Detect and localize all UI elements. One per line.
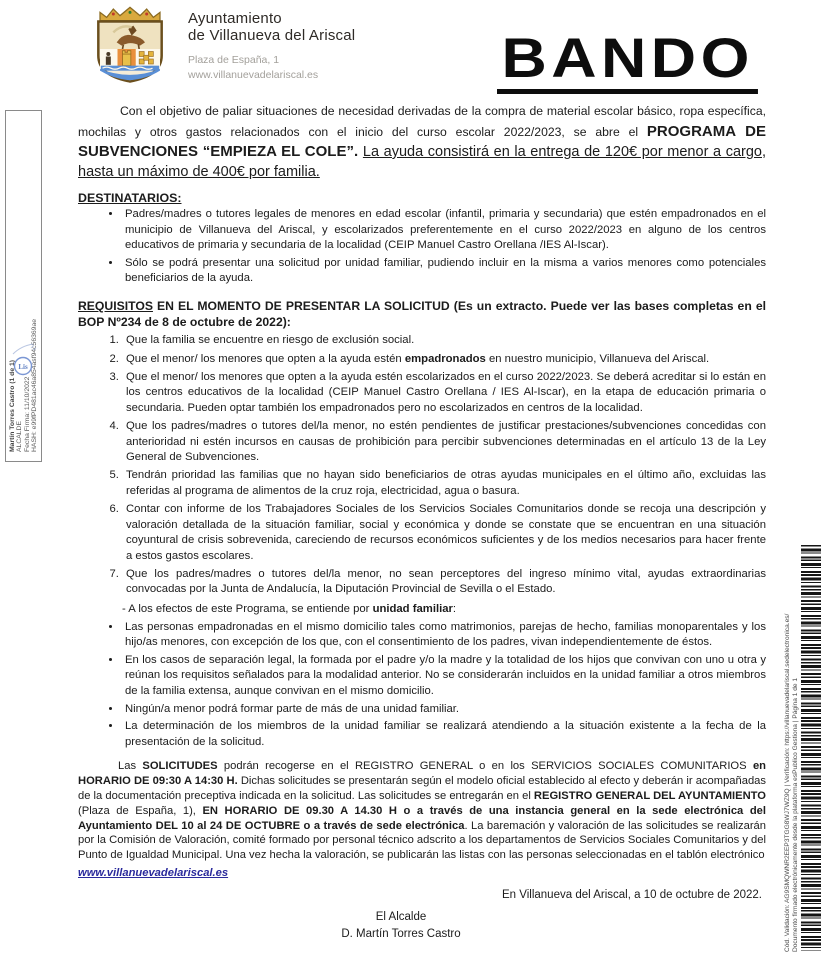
document-title: BANDO — [497, 30, 758, 94]
list-item: 5. Tendrán prioridad las familias que no hayan sido beneficiarios de otras ayudas municipales en el último año, excluidas las referidas al programa de alimentos de la cruz roja, electricidad, agua o basura. — [122, 468, 766, 499]
solicitudes-paragraph: Las SOLICITUDES podrán recogerse en el REGISTRO GENERAL o en los SERVICIOS SOCIALES COMUNITARIOS en HORARIO DE 09:30 A 14:30 H. Dichas solicitudes se presentarán según el modelo oficial establecido al efecto y deberán ir acompañadas de la documentación preceptiva indicada en la solicitud. Las solicitudes se entregarán en el REGISTRO GENERAL DEL AYUNTAMIENTO (Plaza de España, 1), EN HORARIO DE 09.30 A 14.30 H o a través de una instancia general en la sede electrónica del Ayuntamiento DEL 10 al 24 DE OCTUBRE o a través de sede electrónica. La baremación y valoración de las solicitudes se realizarán por la Comisión de Valoración, comité formado por personal técnico adscrito a los departamentos de Servicios Sociales Comunitarios y del Punto de Igualdad Municipal. Una vez hecha la valoración, se publicarán las listas con las personas seleccionadas en el tablón electrónico — [78, 760, 766, 862]
signature-margin-text — [9, 112, 39, 452]
svg-text:Lis: Lis — [18, 363, 28, 371]
list-item: 6. Contar con informe de los Trabajadores Sociales de los Servicios Sociales Comunitarios donde se recoja una descripción y valoración detallada de la situación familiar, social y económica y donde se constate que se encuentran en una situación coyuntural de crisis sobrevenida, careciendo de recursos económicos suficientes y de los medios necesarios para hacer frente a estos gastos escolares. — [122, 502, 766, 564]
header-org-block — [188, 10, 355, 83]
validation-platform-line: Documento firmado electrónicamente desde la plataforma esPublico Gestiona | Página 1 de 1 — [791, 677, 799, 952]
list-item: 7. Que los padres/madres o tutores del/la menor, no sean perceptores del ingreso mínimo vital, ayudas extraordinarias convocadas por la Junta de Andalucía, la Diputación Provincial de Sevilla o el Estado. — [122, 567, 766, 598]
list-item: • Ningún/a menor podrá formar parte de más de una unidad familiar. — [122, 702, 766, 718]
document-body — [78, 102, 766, 943]
list-item: • En los casos de separación legal, la formada por el padre y/o la madre y la totalidad de los hijos que convivan con uno u otra y reúnan los requisitos señalados para la modalidad anterior. No se considerarán incluidos en la unidad familiar a otros miembros de la familia extensa, aunque convivan en el mismo domicilio. — [122, 653, 766, 700]
signer-name: Martín Torres Castro (1 de 1) — [9, 359, 16, 452]
org-name-line1: Ayuntamiento — [188, 10, 282, 27]
list-item: • Padres/madres o tutores legales de menores en edad escolar (infantil, primaria y secundaria) que estén empadronados en el municipio de Villanueva del Ariscal, y escolarizados preferentemente en el curso 2022/2023 en alguno de los centros educativos de primaria y secundaria de la localidad (CEIP Manuel Castro Orellana /IES Al-Iscar). — [122, 207, 766, 254]
municipal-crest-icon — [88, 4, 172, 84]
destinatarios-list — [78, 207, 766, 287]
unidad-familiar-note: - A los efectos de este Programa, se entiende por unidad familiar: — [122, 602, 457, 615]
signature-date: Fecha Firma: 11/10/2022 — [23, 376, 31, 452]
list-item: • Sólo se podrá presentar una solicitud por unidad familiar, pudiendo incluir en la misma a varios menores como potenciales beneficiarios de la ayuda. — [122, 256, 766, 287]
validation-code-line: Cód. Validación: AG9SMQWNR2EEP3TGG8WJ7WZ9Q | Verificación: https://villanuevadelariscal.sedelectronica.es/ — [784, 613, 791, 952]
destinatarios-heading: DESTINATARIOS: — [78, 191, 182, 205]
org-name-line2: de Villanueva del Ariscal — [188, 27, 356, 45]
requisitos-list — [78, 333, 766, 598]
requisitos-heading: REQUISITOS EN EL MOMENTO DE PRESENTAR LA SOLICITUD (Es un extracto. Puede ver las bases completas en el BOP Nº234 de 8 de octubre de 2022): — [78, 298, 766, 330]
unidad-familiar-list — [78, 620, 766, 751]
validation-margin-text — [784, 542, 800, 952]
website-link[interactable]: www.villanuevadelariscal.es — [78, 866, 229, 879]
signature-name: D. Martín Torres Castro — [341, 927, 461, 940]
org-website: www.villanuevadelariscal.es — [188, 68, 319, 81]
intro-paragraph: Con el objetivo de paliar situaciones de necesidad derivadas de la compra de material escolar básico, ropa específica, mochilas y otros gastos relacionados con el inicio del curso escolar 2022/2023, se abre el PROGRAMA DE SUBVENCIONES “EMPIEZA EL COLE”. La ayuda consistirá en la entrega de 120€ por menor a cargo, hasta un máximo de 400€ por familia. — [78, 104, 766, 180]
list-item: 2. Que el menor/ los menores que opten a la ayuda estén empadronados en nuestro municipio, Villanueva del Ariscal. — [122, 352, 766, 368]
list-item: 3. Que el menor/ los menores que opten a la ayuda estén escolarizados en el curso 2022/2023. Se deberá acreditar si lo están en los centros educativos de la localidad (CEIP Manuel Castro Orellana / IES Al-Iscar), en la etapa de educación primaria o secundaria. Pueden optar también los empadronados pero no escolarizados en centros de la localidad. — [122, 370, 766, 417]
signer-role: ALCALDE — [16, 421, 24, 452]
list-item: 4. Que los padres/madres o tutores del/la menor, no estén pendientes de justificar prestaciones/subvenciones concedidas con anterioridad ni estén incursos en causas de prohibición para percibir subvenciones determinadas en el artículo 13 de la Ley General de Subvenciones. — [122, 419, 766, 466]
list-item: 1. Que la familia se encuentre en riesgo de exclusión social. — [122, 333, 766, 349]
list-item: • La determinación de los miembros de la unidad familiar se realizará atendiendo a la situación existente a la fecha de la presentación de la solicitud. — [122, 719, 766, 750]
signature-block — [326, 909, 476, 943]
signature-hash: HASH: e99fPD481ac46a854asf94c56369ae — [31, 318, 39, 452]
dateline: En Villanueva del Ariscal, a 10 de octubre de 2022. — [502, 888, 762, 901]
list-item: • Las personas empadronadas en el mismo domicilio tales como matrimonios, parejas de hecho, familias monoparentales y los hijo/as menores, con excepción de los que, con el consentimiento de los padres, vivan independientemente de éstos. — [122, 620, 766, 651]
signature-stamp-icon — [11, 342, 37, 382]
org-address: Plaza de España, 1 — [188, 53, 280, 66]
signature-role: El Alcalde — [375, 910, 427, 923]
validation-barcode — [801, 545, 821, 951]
